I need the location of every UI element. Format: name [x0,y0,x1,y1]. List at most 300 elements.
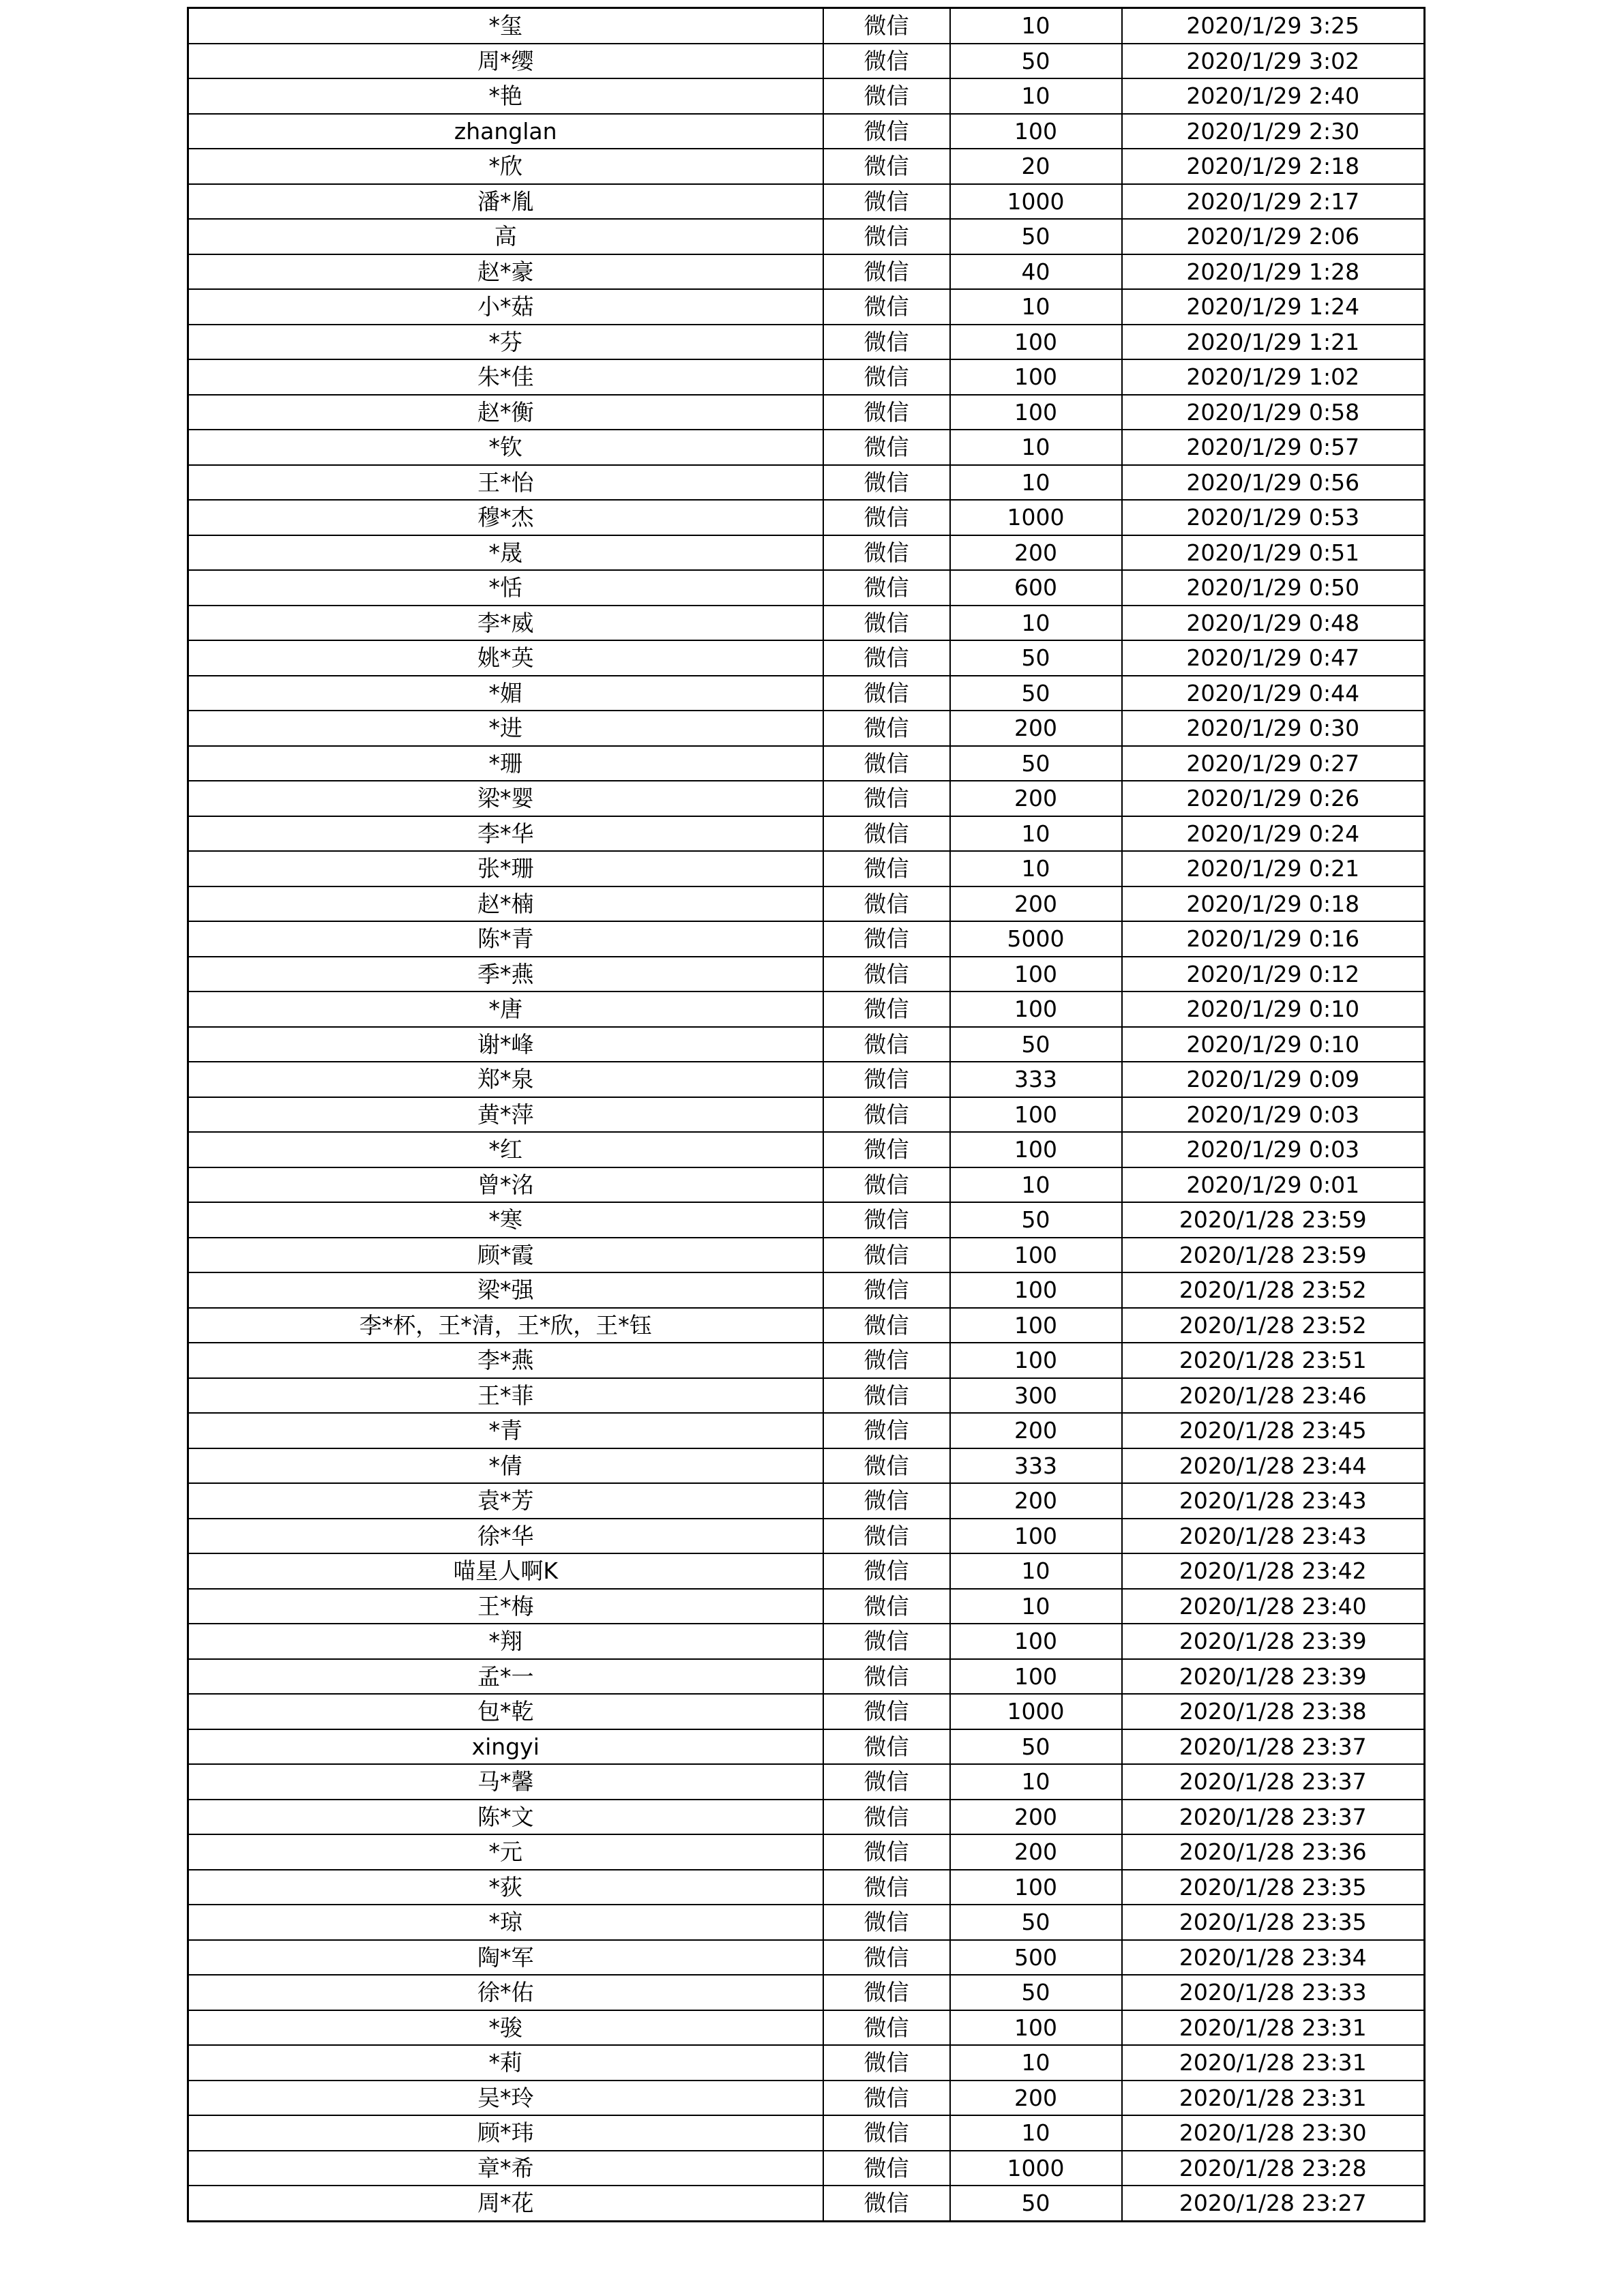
time-cell: 2020/1/29 1:24 [1122,289,1425,325]
table-row [188,1062,1425,1097]
amount-cell: 300 [950,1378,1122,1414]
amount-cell: 50 [950,1975,1122,2010]
table-row [188,1272,1425,1308]
payment-method-cell: 微信 [823,149,950,184]
payment-method-cell: 微信 [823,430,950,465]
time-cell: 2020/1/29 0:24 [1122,816,1425,852]
time-cell: 2020/1/29 1:02 [1122,359,1425,395]
amount-cell: 100 [950,957,1122,992]
payment-method-cell: 微信 [823,1097,950,1133]
donor-name-cell: 梁*强 [188,1272,823,1308]
amount-cell: 10 [950,430,1122,465]
table-row [188,606,1425,641]
time-cell: 2020/1/28 23:33 [1122,1975,1425,2010]
amount-cell: 100 [950,1308,1122,1343]
donor-name-cell: *艳 [188,78,823,114]
table-row [188,254,1425,290]
payment-method-cell: 微信 [823,992,950,1027]
amount-cell: 10 [950,2115,1122,2151]
payment-method-cell: 微信 [823,746,950,781]
payment-method-cell: 微信 [823,1027,950,1062]
time-cell: 2020/1/28 23:31 [1122,2045,1425,2081]
amount-cell: 200 [950,2081,1122,2116]
table-row [188,1343,1425,1378]
amount-cell: 100 [950,1624,1122,1659]
payment-method-cell: 微信 [823,781,950,816]
amount-cell: 50 [950,1027,1122,1062]
donor-name-cell: 张*珊 [188,851,823,886]
time-cell: 2020/1/28 23:52 [1122,1308,1425,1343]
time-cell: 2020/1/28 23:43 [1122,1483,1425,1519]
payment-method-cell: 微信 [823,606,950,641]
table-row [188,1413,1425,1448]
amount-cell: 100 [950,1343,1122,1378]
payment-method-cell: 微信 [823,1202,950,1238]
donor-name-cell: *骏 [188,2010,823,2046]
table-row [188,851,1425,886]
donor-name-cell: 梁*婴 [188,781,823,816]
time-cell: 2020/1/29 0:03 [1122,1097,1425,1133]
time-cell: 2020/1/29 0:01 [1122,1167,1425,1203]
time-cell: 2020/1/28 23:37 [1122,1764,1425,1800]
time-cell: 2020/1/29 0:48 [1122,606,1425,641]
time-cell: 2020/1/29 0:50 [1122,570,1425,606]
payment-method-cell: 微信 [823,289,950,325]
time-cell: 2020/1/29 0:10 [1122,1027,1425,1062]
donor-name-cell: 陈*文 [188,1800,823,1835]
amount-cell: 600 [950,570,1122,606]
payment-method-cell: 微信 [823,1764,950,1800]
donor-name-cell: 李*燕 [188,1343,823,1378]
donor-name-cell: 徐*华 [188,1519,823,1554]
amount-cell: 10 [950,606,1122,641]
payment-method-cell: 微信 [823,676,950,711]
donor-name-cell: *莉 [188,2045,823,2081]
time-cell: 2020/1/28 23:31 [1122,2010,1425,2046]
table-row [188,430,1425,465]
donor-name-cell: 穆*杰 [188,500,823,535]
table-row [188,1870,1425,1905]
table-row [188,1905,1425,1940]
time-cell: 2020/1/29 0:10 [1122,992,1425,1027]
payment-method-cell: 微信 [823,1589,950,1624]
donor-name-cell: 陶*军 [188,1940,823,1976]
donor-name-cell: 徐*佑 [188,1975,823,2010]
amount-cell: 10 [950,816,1122,852]
donation-table [187,7,1426,2222]
time-cell: 2020/1/28 23:59 [1122,1238,1425,1273]
payment-method-cell: 微信 [823,570,950,606]
donor-name-cell: 高 [188,219,823,254]
payment-method-cell: 微信 [823,957,950,992]
donor-name-cell: xingyi [188,1729,823,1765]
amount-cell: 1000 [950,1694,1122,1729]
time-cell: 2020/1/29 0:09 [1122,1062,1425,1097]
donor-name-cell: *欣 [188,149,823,184]
amount-cell: 100 [950,1097,1122,1133]
table-row [188,8,1425,44]
payment-method-cell: 微信 [823,1238,950,1273]
time-cell: 2020/1/28 23:30 [1122,2115,1425,2151]
donor-name-cell: 马*馨 [188,1764,823,1800]
payment-method-cell: 微信 [823,2081,950,2116]
time-cell: 2020/1/29 0:21 [1122,851,1425,886]
donor-name-cell: 周*花 [188,2186,823,2221]
amount-cell: 100 [950,1238,1122,1273]
time-cell: 2020/1/29 2:40 [1122,78,1425,114]
table-row [188,1800,1425,1835]
payment-method-cell: 微信 [823,184,950,220]
donor-name-cell: 曾*洺 [188,1167,823,1203]
time-cell: 2020/1/28 23:34 [1122,1940,1425,1976]
donor-name-cell: *寒 [188,1202,823,1238]
amount-cell: 50 [950,44,1122,79]
time-cell: 2020/1/29 0:58 [1122,395,1425,430]
time-cell: 2020/1/29 0:26 [1122,781,1425,816]
donor-name-cell: 李*威 [188,606,823,641]
amount-cell: 100 [950,1132,1122,1167]
payment-method-cell: 微信 [823,1483,950,1519]
time-cell: 2020/1/28 23:36 [1122,1834,1425,1870]
donor-name-cell: 谢*峰 [188,1027,823,1062]
payment-method-cell: 微信 [823,1132,950,1167]
table-row [188,78,1425,114]
time-cell: 2020/1/28 23:28 [1122,2151,1425,2186]
time-cell: 2020/1/28 23:44 [1122,1448,1425,1484]
donor-name-cell: 袁*芳 [188,1483,823,1519]
payment-method-cell: 微信 [823,500,950,535]
time-cell: 2020/1/28 23:51 [1122,1343,1425,1378]
donor-name-cell: 包*乾 [188,1694,823,1729]
time-cell: 2020/1/28 23:35 [1122,1905,1425,1940]
time-cell: 2020/1/29 0:12 [1122,957,1425,992]
table-row [188,2186,1425,2221]
table-row [188,1378,1425,1414]
amount-cell: 50 [950,1202,1122,1238]
amount-cell: 200 [950,535,1122,571]
donor-name-cell: *晟 [188,535,823,571]
time-cell: 2020/1/29 3:02 [1122,44,1425,79]
time-cell: 2020/1/28 23:45 [1122,1413,1425,1448]
time-cell: 2020/1/29 2:18 [1122,149,1425,184]
table-row [188,465,1425,501]
amount-cell: 100 [950,992,1122,1027]
payment-method-cell: 微信 [823,2186,950,2221]
payment-method-cell: 微信 [823,535,950,571]
table-row [188,816,1425,852]
table-row [188,325,1425,360]
payment-method-cell: 微信 [823,1553,950,1589]
payment-method-cell: 微信 [823,921,950,957]
time-cell: 2020/1/28 23:46 [1122,1378,1425,1414]
table-row [188,1448,1425,1484]
table-row [188,781,1425,816]
table-row [188,1308,1425,1343]
payment-method-cell: 微信 [823,711,950,746]
payment-method-cell: 微信 [823,1905,950,1940]
table-row [188,535,1425,571]
amount-cell: 50 [950,746,1122,781]
donor-name-cell: *钦 [188,430,823,465]
amount-cell: 100 [950,1659,1122,1695]
payment-method-cell: 微信 [823,8,950,44]
amount-cell: 10 [950,851,1122,886]
amount-cell: 1000 [950,184,1122,220]
donor-name-cell: *倩 [188,1448,823,1484]
payment-method-cell: 微信 [823,1343,950,1378]
amount-cell: 10 [950,1553,1122,1589]
payment-method-cell: 微信 [823,2010,950,2046]
amount-cell: 10 [950,78,1122,114]
amount-cell: 100 [950,395,1122,430]
payment-method-cell: 微信 [823,325,950,360]
payment-method-cell: 微信 [823,640,950,676]
time-cell: 2020/1/29 1:21 [1122,325,1425,360]
payment-method-cell: 微信 [823,359,950,395]
table-row [188,992,1425,1027]
payment-method-cell: 微信 [823,1940,950,1976]
donor-name-cell: *琼 [188,1905,823,1940]
payment-method-cell: 微信 [823,886,950,922]
donor-name-cell: 王*怡 [188,465,823,501]
table-row [188,359,1425,395]
payment-method-cell: 微信 [823,1800,950,1835]
table-row [188,1589,1425,1624]
time-cell: 2020/1/28 23:39 [1122,1659,1425,1695]
payment-method-cell: 微信 [823,1167,950,1203]
table-row [188,1483,1425,1519]
payment-method-cell: 微信 [823,254,950,290]
table-row [188,1553,1425,1589]
amount-cell: 200 [950,781,1122,816]
time-cell: 2020/1/29 0:30 [1122,711,1425,746]
donor-name-cell: 季*燕 [188,957,823,992]
donor-name-cell: 朱*佳 [188,359,823,395]
amount-cell: 10 [950,8,1122,44]
payment-method-cell: 微信 [823,1413,950,1448]
table-row [188,1975,1425,2010]
time-cell: 2020/1/29 0:56 [1122,465,1425,501]
amount-cell: 200 [950,886,1122,922]
table-row [188,570,1425,606]
table-row [188,2045,1425,2081]
time-cell: 2020/1/29 0:47 [1122,640,1425,676]
table-row [188,1097,1425,1133]
donor-name-cell: 潘*胤 [188,184,823,220]
table-row [188,711,1425,746]
payment-method-cell: 微信 [823,1975,950,2010]
donor-name-cell: *玺 [188,8,823,44]
donor-name-cell: 吴*玲 [188,2081,823,2116]
time-cell: 2020/1/28 23:31 [1122,2081,1425,2116]
table-row [188,1167,1425,1203]
payment-method-cell: 微信 [823,44,950,79]
table-row [188,886,1425,922]
table-row [188,1519,1425,1554]
payment-method-cell: 微信 [823,1062,950,1097]
time-cell: 2020/1/29 2:17 [1122,184,1425,220]
amount-cell: 50 [950,219,1122,254]
payment-method-cell: 微信 [823,1272,950,1308]
table-row [188,746,1425,781]
donor-name-cell: 喵星人啊K [188,1553,823,1589]
amount-cell: 40 [950,254,1122,290]
time-cell: 2020/1/28 23:37 [1122,1800,1425,1835]
donor-name-cell: 赵*衡 [188,395,823,430]
amount-cell: 10 [950,2045,1122,2081]
payment-method-cell: 微信 [823,1729,950,1765]
payment-method-cell: 微信 [823,1519,950,1554]
donor-name-cell: 孟*一 [188,1659,823,1695]
time-cell: 2020/1/29 0:16 [1122,921,1425,957]
donation-table-body [188,8,1425,2222]
amount-cell: 10 [950,1589,1122,1624]
donor-name-cell: *进 [188,711,823,746]
donor-name-cell: 郑*泉 [188,1062,823,1097]
table-row [188,957,1425,992]
time-cell: 2020/1/28 23:35 [1122,1870,1425,1905]
amount-cell: 100 [950,359,1122,395]
table-row [188,395,1425,430]
table-row [188,149,1425,184]
time-cell: 2020/1/28 23:37 [1122,1729,1425,1765]
donor-name-cell: 姚*英 [188,640,823,676]
payment-method-cell: 微信 [823,78,950,114]
time-cell: 2020/1/28 23:42 [1122,1553,1425,1589]
time-cell: 2020/1/28 23:59 [1122,1202,1425,1238]
amount-cell: 100 [950,2010,1122,2046]
amount-cell: 10 [950,1167,1122,1203]
payment-method-cell: 微信 [823,219,950,254]
donor-name-cell: 顾*玮 [188,2115,823,2151]
payment-method-cell: 微信 [823,2045,950,2081]
amount-cell: 50 [950,1905,1122,1940]
payment-method-cell: 微信 [823,465,950,501]
amount-cell: 1000 [950,2151,1122,2186]
amount-cell: 50 [950,640,1122,676]
payment-method-cell: 微信 [823,1834,950,1870]
amount-cell: 333 [950,1448,1122,1484]
payment-method-cell: 微信 [823,2115,950,2151]
time-cell: 2020/1/29 3:25 [1122,8,1425,44]
payment-method-cell: 微信 [823,1378,950,1414]
amount-cell: 200 [950,1834,1122,1870]
table-row [188,219,1425,254]
donor-name-cell: 李*华 [188,816,823,852]
time-cell: 2020/1/29 2:30 [1122,114,1425,149]
payment-method-cell: 微信 [823,1308,950,1343]
payment-method-cell: 微信 [823,851,950,886]
donor-name-cell: 黄*萍 [188,1097,823,1133]
time-cell: 2020/1/29 0:53 [1122,500,1425,535]
time-cell: 2020/1/29 0:03 [1122,1132,1425,1167]
donor-name-cell: *珊 [188,746,823,781]
payment-method-cell: 微信 [823,2151,950,2186]
table-row [188,640,1425,676]
time-cell: 2020/1/28 23:39 [1122,1624,1425,1659]
donor-name-cell: *恬 [188,570,823,606]
amount-cell: 100 [950,114,1122,149]
donor-name-cell: *唐 [188,992,823,1027]
payment-method-cell: 微信 [823,1448,950,1484]
table-row [188,676,1425,711]
amount-cell: 10 [950,289,1122,325]
donor-name-cell: *红 [188,1132,823,1167]
time-cell: 2020/1/29 0:44 [1122,676,1425,711]
donor-name-cell: 李*杯，王*清，王*欣，王*钰 [188,1308,823,1343]
donor-name-cell: *荻 [188,1870,823,1905]
table-row [188,500,1425,535]
time-cell: 2020/1/28 23:52 [1122,1272,1425,1308]
amount-cell: 100 [950,325,1122,360]
time-cell: 2020/1/29 0:51 [1122,535,1425,571]
payment-method-cell: 微信 [823,816,950,852]
table-row [188,1694,1425,1729]
table-row [188,2081,1425,2116]
donor-name-cell: 陈*青 [188,921,823,957]
payment-method-cell: 微信 [823,1694,950,1729]
time-cell: 2020/1/28 23:38 [1122,1694,1425,1729]
time-cell: 2020/1/28 23:43 [1122,1519,1425,1554]
time-cell: 2020/1/29 0:27 [1122,746,1425,781]
table-row [188,1729,1425,1765]
donor-name-cell: *媚 [188,676,823,711]
table-row [188,44,1425,79]
donor-name-cell: 周*缨 [188,44,823,79]
amount-cell: 200 [950,1483,1122,1519]
amount-cell: 50 [950,1729,1122,1765]
table-row [188,1624,1425,1659]
amount-cell: 200 [950,711,1122,746]
payment-method-cell: 微信 [823,114,950,149]
table-row [188,1132,1425,1167]
time-cell: 2020/1/29 1:28 [1122,254,1425,290]
time-cell: 2020/1/29 2:06 [1122,219,1425,254]
amount-cell: 20 [950,149,1122,184]
table-row [188,289,1425,325]
amount-cell: 200 [950,1413,1122,1448]
time-cell: 2020/1/28 23:27 [1122,2186,1425,2221]
donor-name-cell: *翔 [188,1624,823,1659]
table-row [188,1027,1425,1062]
table-row [188,921,1425,957]
table-row [188,184,1425,220]
payment-method-cell: 微信 [823,395,950,430]
donor-name-cell: 王*菲 [188,1378,823,1414]
table-row [188,2010,1425,2046]
payment-method-cell: 微信 [823,1624,950,1659]
amount-cell: 50 [950,676,1122,711]
amount-cell: 10 [950,465,1122,501]
donor-name-cell: *青 [188,1413,823,1448]
amount-cell: 333 [950,1062,1122,1097]
amount-cell: 1000 [950,500,1122,535]
table-row [188,2151,1425,2186]
donor-name-cell: 王*梅 [188,1589,823,1624]
time-cell: 2020/1/29 0:57 [1122,430,1425,465]
donor-name-cell: 赵*豪 [188,254,823,290]
amount-cell: 5000 [950,921,1122,957]
table-row [188,1764,1425,1800]
table-row [188,114,1425,149]
amount-cell: 200 [950,1800,1122,1835]
payment-method-cell: 微信 [823,1870,950,1905]
amount-cell: 100 [950,1870,1122,1905]
amount-cell: 500 [950,1940,1122,1976]
amount-cell: 50 [950,2186,1122,2221]
time-cell: 2020/1/29 0:18 [1122,886,1425,922]
donor-name-cell: zhanglan [188,114,823,149]
